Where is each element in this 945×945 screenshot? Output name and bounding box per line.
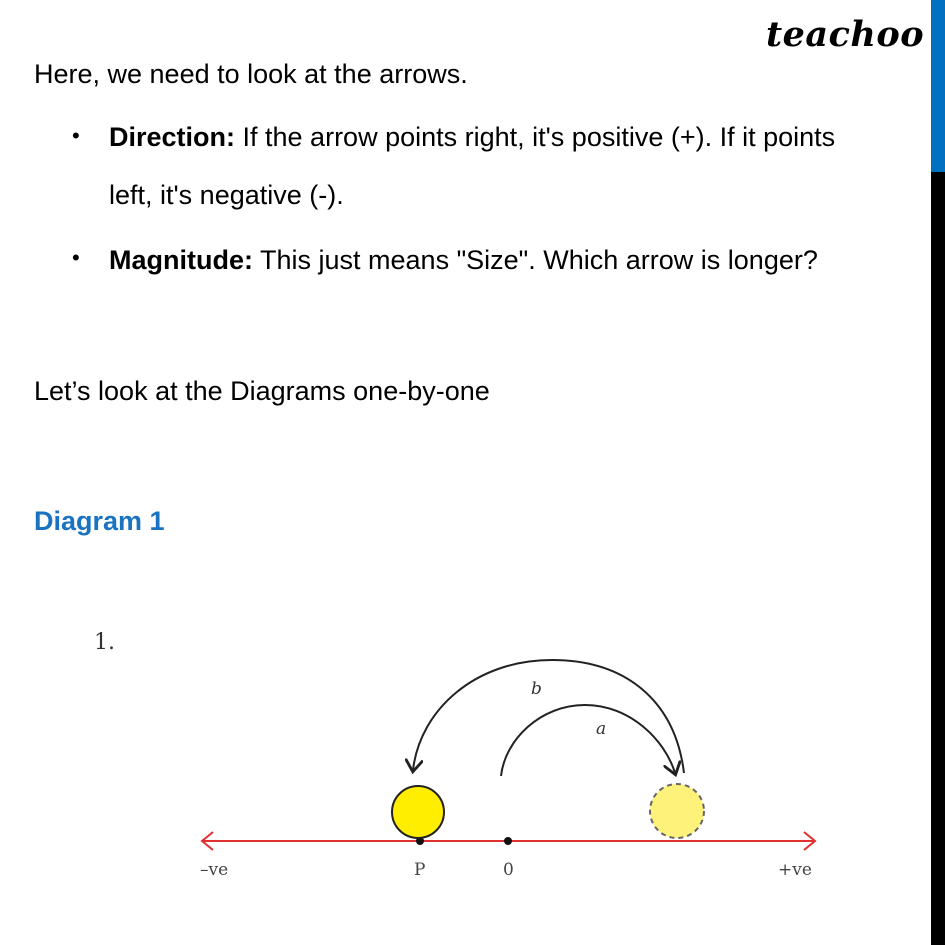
sidebar-track: [931, 172, 945, 945]
ghost-ball-icon: [650, 784, 704, 838]
arrow-b: [413, 660, 684, 773]
arrow-a-label: a: [596, 719, 607, 739]
diagram-heading: Diagram 1: [34, 506, 165, 536]
bullet-direction-continued: left, it's negative (-).: [109, 180, 344, 210]
lets-look-text: Let’s look at the Diagrams one-by-one: [34, 376, 490, 406]
bullet-icon: •: [72, 123, 80, 148]
point-zero-dot: [504, 837, 512, 845]
point-p-label: P: [414, 860, 426, 880]
bullet-label: Direction:: [109, 122, 236, 152]
arrow-a: [501, 705, 675, 776]
teachoo-logo: teachoo: [766, 14, 925, 55]
number-line-diagram: [0, 600, 930, 945]
point-zero-label: 0: [503, 860, 514, 880]
figure-number: 1.: [94, 630, 115, 655]
sidebar-scroll-indicator: [931, 0, 945, 172]
bullet-magnitude: [109, 243, 818, 277]
arrow-b-label: b: [531, 679, 542, 699]
ball-icon: [392, 786, 444, 838]
bullet-direction: [109, 120, 835, 154]
positive-label: +ve: [778, 860, 812, 880]
bullet-text: If the arrow points right, it's positive (+). If it points: [235, 122, 836, 152]
bullet-text: This just means "Size". Which arrow is longer?: [252, 245, 818, 275]
negative-label: –ve: [200, 860, 229, 880]
bullet-icon: •: [72, 245, 80, 270]
bullet-label: Magnitude:: [109, 245, 253, 275]
intro-text: Here, we need to look at the arrows.: [34, 59, 468, 89]
